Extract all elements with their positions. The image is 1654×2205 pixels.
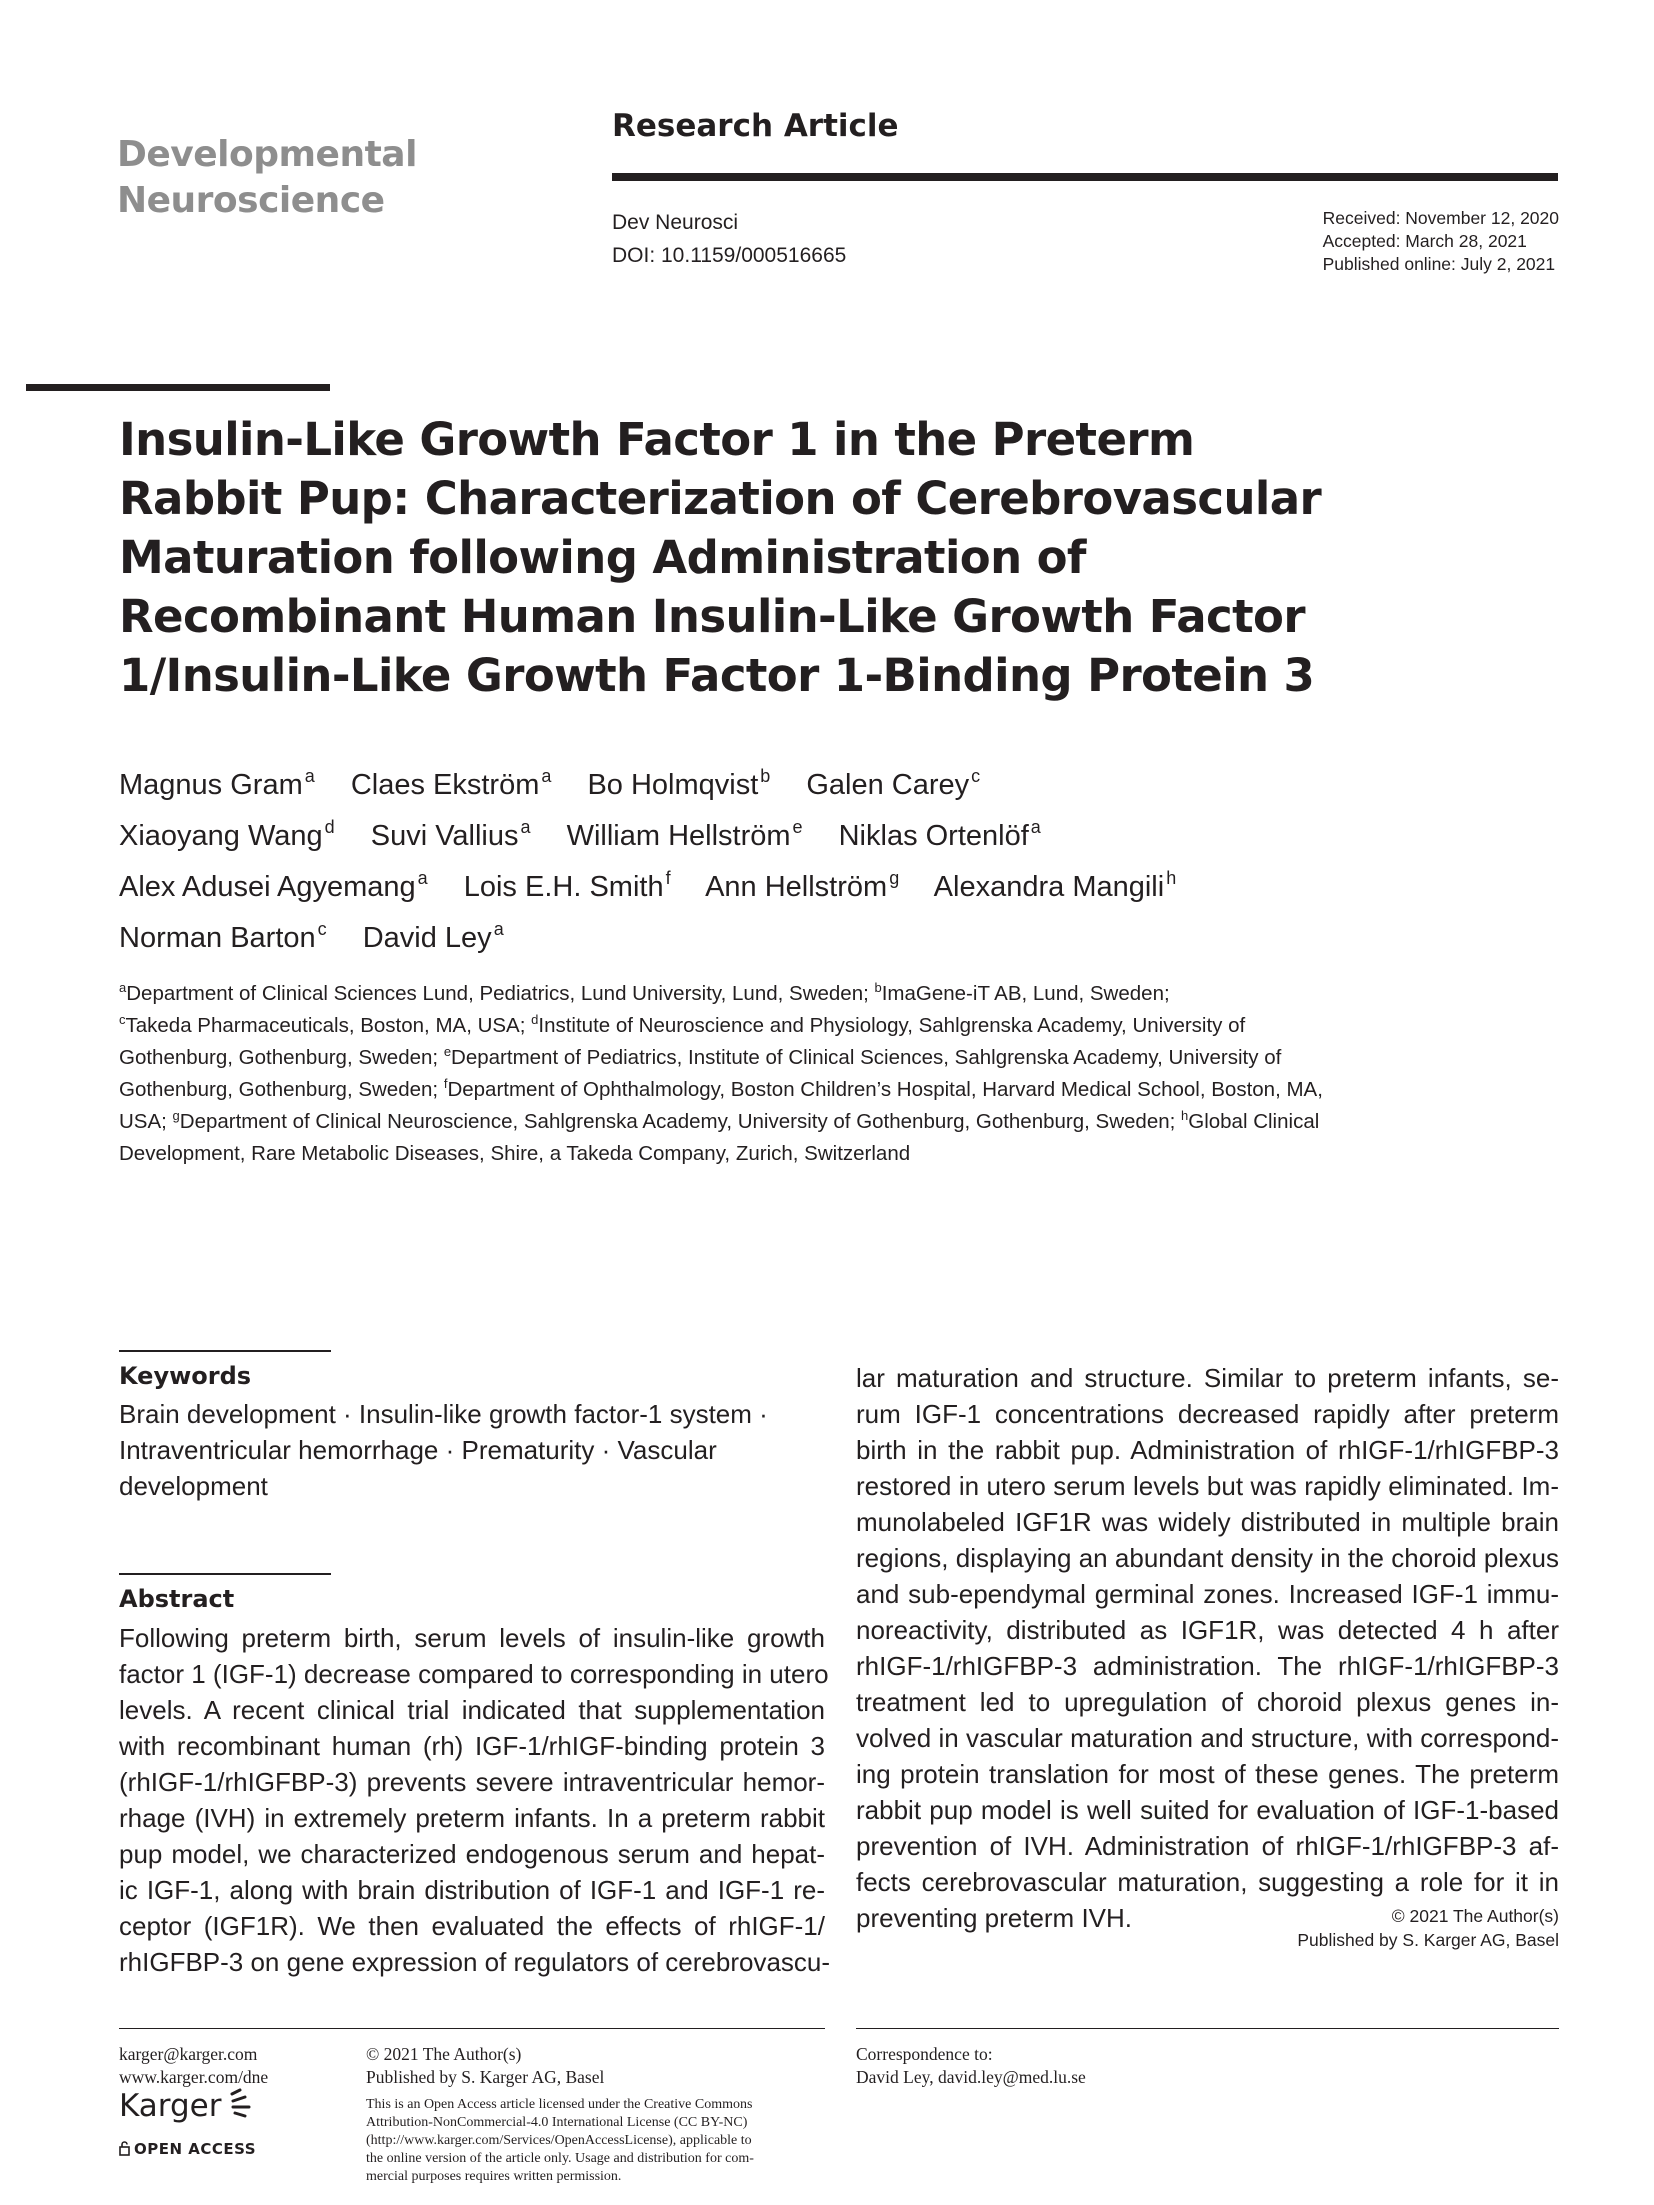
abstract-line: restored in utero serum levels but was rapidly eliminated. Im- [856, 1471, 1559, 1501]
affiliation: Department of Pediatrics, Institute of Clinical Sciences, Sahlgrenska Academy, University of Gothenburg, Gothenburg, Sweden; [119, 1046, 1282, 1101]
title-line: Recombinant Human Insulin-Like Growth Factor [119, 590, 1305, 643]
author-row [119, 913, 1399, 964]
author: Claes Ekström $^a$ [350, 766, 552, 801]
affiliation: Global Clinical Development, Rare Metabolic Diseases, Shire, a Takeda Company, Zurich, Switzerland [119, 1110, 1320, 1165]
abstract-column-2 [856, 1360, 1559, 1936]
abstract-line: treatment led to upregulation of choroid plexus genes in- [856, 1687, 1559, 1717]
affiliations: $^a$Department of Clinical Sciences Lund, Pediatrics, Lund University, Lund, Sweden; $^b$ImaGene-iT AB, Lund, Sweden; $^c$Takeda Pharmaceuticals, Boston, MA, USA; $^d$Institute of Neuroscience and Physiology, Sahlgrenska Academy, University of Gothenburg, Gothenburg, Sweden; $^e$Department of Pediatrics, Institute of Clinical Sciences, Sahlgrenska Academy, University of Gothenburg, Gothenburg, Sweden; $^f$Department of Ophthalmology, Boston Children’s Hospital, Harvard Medical School, Boston, MA, USA; $^g$Department of Clinical Neuroscience, Sahlgrenska Academy, University of Gothenburg, Gothenburg, Sweden; $^h$Global Clinical Development, Rare Metabolic Diseases, Shire, a Takeda Company, Zurich, Switzerland [119, 980, 1323, 1165]
author: Suvi Vallius $^a$ [370, 817, 531, 852]
abstract-line: rabbit pup model is well suited for evaluation of IGF-1-based [856, 1795, 1559, 1825]
publisher-website[interactable]: www.karger.com/dne [119, 2067, 269, 2087]
author: Ann Hellström $^g$ [705, 868, 900, 903]
article-title [119, 410, 1322, 705]
author: Xiaoyang Wang $^d$ [119, 817, 335, 852]
abstract-heading: Abstract [119, 1585, 235, 1613]
title-line: 1/Insulin-Like Growth Factor 1-Binding Protein 3 [119, 649, 1315, 702]
copyright-line: © 2021 The Author(s) [1391, 1906, 1559, 1926]
journal-name-line1: Developmental [117, 134, 417, 175]
keywords-heading: Keywords [119, 1362, 252, 1390]
abstract-line: and sub-ependymal germinal zones. Increased IGF-1 immu- [856, 1579, 1559, 1609]
author-list [119, 760, 1399, 964]
keywords-list [119, 1396, 839, 1504]
abstract-line: lar maturation and structure. Similar to preterm infants, se- [856, 1363, 1559, 1393]
license-line: mercial purposes requires written permission. [366, 2169, 622, 2184]
affiliation: Department of Ophthalmology, Boston Children’s Hospital, Harvard Medical School, Boston, MA, USA; [119, 1078, 1323, 1133]
license-line: Attribution-NonCommercial-4.0 International License (CC BY-NC) [366, 2115, 748, 2130]
abstract-line: rhIGFBP-3 on gene expression of regulators of cerebrovascu- [119, 1947, 831, 1977]
keywords-rule [119, 1350, 331, 1352]
abstract-line: munolabeled IGF1R was widely distributed in multiple brain [856, 1507, 1559, 1537]
title-line: Insulin-Like Growth Factor 1 in the Preterm [119, 413, 1195, 466]
abstract-line: levels. A recent clinical trial indicated that supplementation [119, 1695, 825, 1725]
affiliation: ImaGene-iT AB, Lund, Sweden; [881, 982, 1170, 1005]
open-lock-icon [119, 2141, 130, 2156]
title-line: Maturation following Administration of [119, 531, 1086, 584]
author: Lois E.H. Smith $^f$ [463, 868, 671, 903]
author: David Ley $^a$ [362, 919, 504, 954]
correspondence-label: Correspondence to: [856, 2044, 993, 2064]
abstract-line: ic IGF-1, along with brain distribution of IGF-1 and IGF-1 re- [119, 1875, 825, 1905]
affiliation: Department of Clinical Neuroscience, Sahlgrenska Academy, University of Gothenburg, Gothenburg, Sweden; [179, 1110, 1182, 1133]
affiliation: Takeda Pharmaceuticals, Boston, MA, USA; [125, 1014, 532, 1037]
keywords-line: Intraventricular hemorrhage · Prematurity · Vascular [119, 1435, 717, 1465]
abstract-line: noreactivity, distributed as IGF1R, was detected 4 h after [856, 1615, 1559, 1645]
footer-rule-right [856, 2028, 1559, 2029]
abstract-line: ceptor (IGF1R). We then evaluated the effects of rhIGF-1/ [119, 1911, 825, 1941]
license-notice [366, 2096, 822, 2186]
footer-copyright [366, 2043, 604, 2089]
correspondence-contact[interactable]: David Ley, david.ley@med.lu.se [856, 2067, 1086, 2087]
karger-logo: Karger [119, 2088, 222, 2124]
footer-copyright-line: © 2021 The Author(s) [366, 2044, 522, 2064]
keywords-line: development [119, 1471, 268, 1501]
received-date: Received: November 12, 2020 [1322, 208, 1559, 228]
affiliation: Institute of Neuroscience and Physiology, Sahlgrenska Academy, University of Gothenburg, Gothenburg, Sweden; [119, 1014, 1246, 1069]
abstract-line: with recombinant human (rh) IGF-1/rhIGF-binding protein 3 [119, 1731, 825, 1761]
article-type: Research Article [612, 108, 899, 144]
abstract-line: rum IGF-1 concentrations decreased rapidly after preterm [856, 1399, 1559, 1429]
journal-name-line2: Neuroscience [117, 180, 385, 221]
header-rule [612, 173, 1558, 181]
author: Bo Holmqvist $^b$ [587, 766, 771, 801]
publisher-email[interactable]: karger@karger.com [119, 2044, 258, 2064]
abstract-copyright [1297, 1904, 1559, 1952]
author: Alexandra Mangili $^h$ [933, 868, 1177, 903]
journal-meta [612, 206, 846, 272]
open-access-badge [119, 2140, 256, 2158]
author: Galen Carey $^c$ [806, 766, 981, 801]
abstract-rule [119, 1573, 331, 1575]
published-date: Published online: July 2, 2021 [1322, 254, 1556, 274]
journal-abbrev: Dev Neurosci [612, 211, 739, 234]
author: Alex Adusei Agyemang $^a$ [119, 868, 428, 903]
author-row [119, 811, 1399, 862]
author-row [119, 862, 1399, 913]
title-line: Rabbit Pup: Characterization of Cerebrovascular [119, 472, 1322, 525]
author: Magnus Gram $^a$ [119, 766, 315, 801]
abstract-line: fects cerebrovascular maturation, suggesting a role for it in [856, 1867, 1559, 1897]
abstract-line: preventing preterm IVH. [856, 1903, 1133, 1933]
abstract-column-1 [119, 1620, 831, 1980]
footer-publisher-line: Published by S. Karger AG, Basel [366, 2067, 605, 2087]
doi[interactable]: DOI: 10.1159/000516665 [612, 244, 847, 267]
correspondence [856, 2043, 1086, 2089]
abstract-line: rhIGF-1/rhIGFBP-3 administration. The rhIGF-1/rhIGFBP-3 [856, 1651, 1559, 1681]
keywords-line: Brain development · Insulin-like growth factor-1 system · [119, 1399, 768, 1429]
abstract-line: (rhIGF-1/rhIGFBP-3) prevents severe intraventricular hemor- [119, 1767, 825, 1797]
author-row [119, 760, 1399, 811]
abstract-line: regions, displaying an abundant density in the choroid plexus [856, 1543, 1559, 1573]
abstract-line: rhage (IVH) in extremely preterm infants. In a preterm rabbit [119, 1803, 825, 1833]
footer-rule-left [119, 2028, 825, 2029]
abstract-line: pup model, we characterized endogenous serum and hepat- [119, 1839, 825, 1869]
abstract-line: prevention of IVH. Administration of rhIGF-1/rhIGFBP-3 af- [856, 1831, 1559, 1861]
author: William Hellström $^e$ [566, 817, 803, 852]
author: Norman Barton $^c$ [119, 919, 327, 954]
abstract-line: birth in the rabbit pup. Administration of rhIGF-1/rhIGFBP-3 [856, 1435, 1559, 1465]
abstract-line: factor 1 (IGF-1) decrease compared to corresponding in utero [119, 1659, 829, 1689]
abstract-line: volved in vascular maturation and structure, with correspond- [856, 1723, 1559, 1753]
license-line: the online version of the article only. Usage and distribution for com- [366, 2151, 754, 2166]
open-access-label: OPEN ACCESS [134, 2140, 257, 2158]
publisher-line: Published by S. Karger AG, Basel [1297, 1930, 1559, 1950]
abstract-line: ing protein translation for most of these genes. The preterm [856, 1759, 1559, 1789]
publisher-contact [119, 2043, 268, 2089]
abstract-line: Following preterm birth, serum levels of insulin-like growth [119, 1623, 825, 1653]
title-accent-rule [26, 384, 330, 391]
affiliation: Department of Clinical Sciences Lund, Pediatrics, Lund University, Lund, Sweden; [126, 982, 875, 1005]
accepted-date: Accepted: March 28, 2021 [1322, 231, 1527, 251]
publication-dates [1323, 207, 1559, 276]
journal-name [117, 132, 417, 224]
karger-logo-mark-icon [229, 2088, 255, 2118]
author: Niklas Ortenlöf $^a$ [838, 817, 1041, 852]
license-line: This is an Open Access article licensed under the Creative Commons [366, 2097, 753, 2112]
license-line[interactable]: (http://www.karger.com/Services/OpenAccessLicense), applicable to [366, 2133, 752, 2148]
